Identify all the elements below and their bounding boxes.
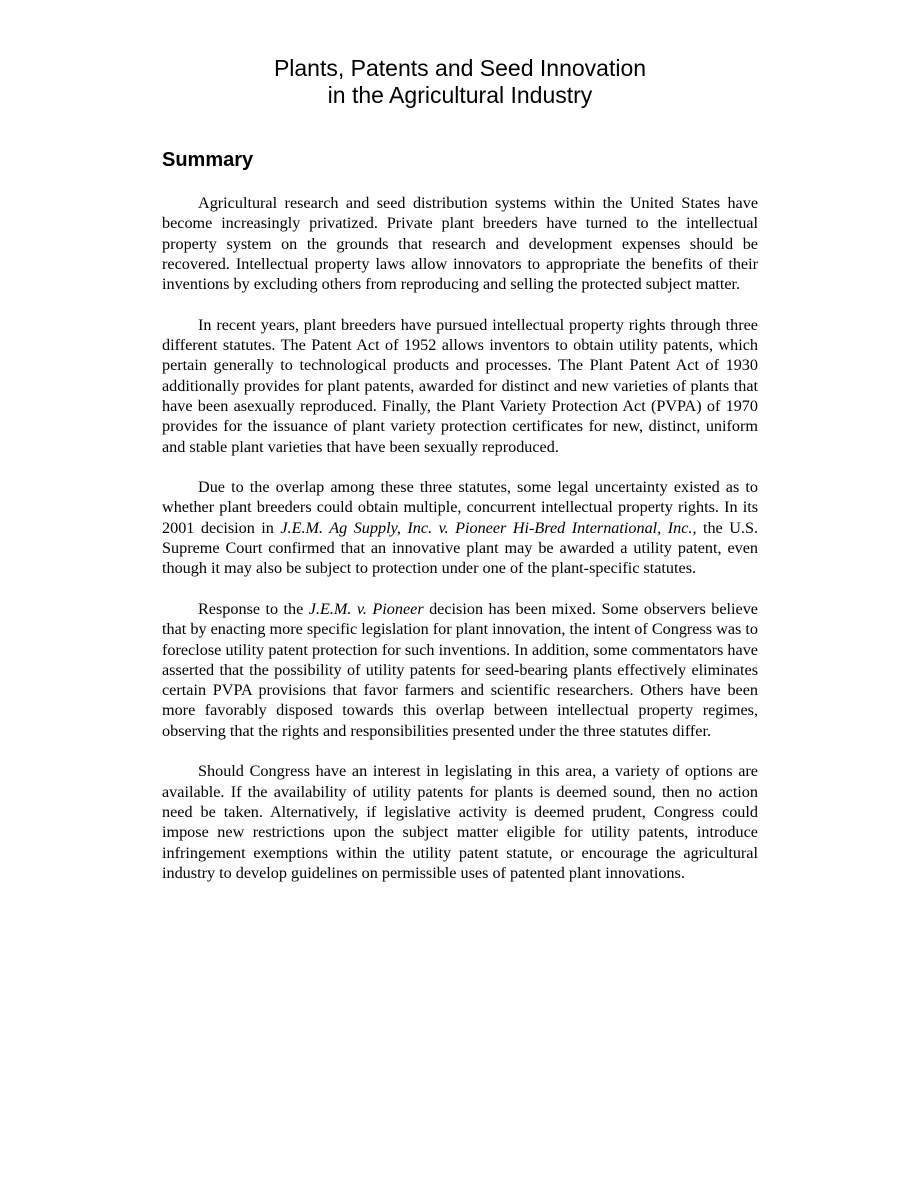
paragraph-3-text-b: , the U.S. Supreme Court confirmed that an innovative plant may be awarded a utility patent, even though it may also be subject to protection under one of the plant-specific statutes. bbox=[162, 518, 759, 578]
case-citation-short: J.E.M. v. Pioneer bbox=[308, 599, 424, 618]
document-title bbox=[0, 55, 920, 109]
paragraph-3 bbox=[162, 477, 758, 578]
paragraph-1-text: Agricultural research and seed distribution systems within the United States have become increasingly privatized. Private plant breeders have turned to the intellectual property system on the grounds that research and development expenses should be recovered. Intellectual property laws allow innovators to appropriate the benefits of their inventions by excluding others from reproducing and selling the protected subject matter. bbox=[162, 194, 758, 294]
case-citation-full: J.E.M. Ag Supply, Inc. v. Pioneer Hi-Bred International, Inc. bbox=[280, 518, 693, 537]
paragraph-5 bbox=[162, 761, 758, 883]
paragraph-1 bbox=[162, 193, 758, 294]
summary-body bbox=[162, 193, 758, 883]
title-line-1: Plants, Patents and Seed Innovation bbox=[273, 55, 647, 81]
paragraph-2-text: In recent years, plant breeders have pursued intellectual property rights through three different statutes. The Patent Act of 1952 allows inventors to obtain utility patents, which pertain generally to technological products and processes. The Plant Patent Act of 1930 additionally provides for plant patents, awarded for distinct and new varieties of plants that have been asexually reproduced. Finally, the Plant Variety Protection Act (PVPA) of 1970 provides for the issuance of plant variety protection certificates for new, distinct, uniform and stable plant varieties that have been sexually reproduced. bbox=[162, 315, 758, 456]
title-line-2: in the Agricultural Industry bbox=[327, 82, 593, 108]
section-heading-summary: Summary bbox=[162, 149, 254, 171]
paragraph-4-text-b: decision has been mixed. Some observers believe that by enacting more specific legislation for plant innovation, the intent of Congress was to foreclose utility patent protection for such inventions. In addition, some commentators have asserted that the possibility of utility patents for seed-bearing plants effectively eliminates certain PVPA provisions that favor farmers and scientific researchers. Others have been more favorably disposed towards this overlap between intellectual property regimes, observing that the rights and responsibilities presented under the three statutes differ. bbox=[162, 599, 758, 740]
paragraph-2 bbox=[162, 315, 758, 457]
paragraph-5-text: Should Congress have an interest in legislating in this area, a variety of options are available. If the availability of utility patents for plants is deemed sound, then no action need be taken. Alternatively, if legislative activity is deemed prudent, Congress could impose new restrictions upon the subject matter eligible for utility patents, introduce infringement exemptions within the utility patent statute, or encourage the agricultural industry to develop guidelines on permissible uses of patented plant innovations. bbox=[162, 762, 758, 882]
paragraph-4 bbox=[162, 599, 758, 741]
paragraph-4-text-a: Response to the bbox=[198, 599, 309, 618]
paragraph-3-text-a: Due to the overlap among these three statutes, some legal uncertainty existed as to whether plant breeders could obtain multiple, concurrent intellectual property rights. In its 2001 decision in bbox=[162, 478, 758, 537]
